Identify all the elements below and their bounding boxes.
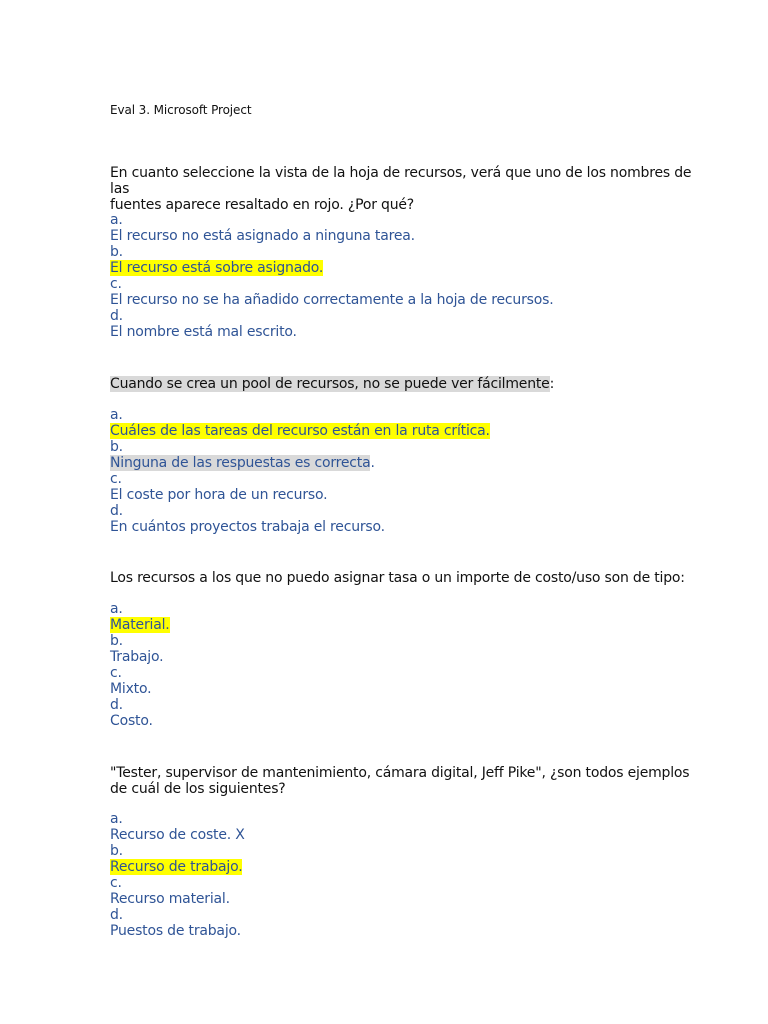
question-4-line-1: "Tester, supervisor de mantenimiento, cámara digital, Jeff Pike", ¿son todos ejemplos (110, 765, 690, 781)
question-3 (110, 570, 710, 586)
option-text-highlighted: Material. (110, 617, 170, 633)
option-letter: c. (110, 875, 122, 891)
option-text: En cuántos proyectos trabaja el recurso. (110, 519, 385, 535)
question-3-text: Los recursos a los que no puedo asignar tasa o un importe de costo/uso son de tipo: (110, 570, 685, 586)
option-text: Costo. (110, 713, 153, 729)
option-letter: a. (110, 212, 123, 228)
option-letter: a. (110, 811, 123, 827)
option-letter: d. (110, 907, 123, 923)
option-text: El coste por hora de un recurso. (110, 487, 328, 503)
option-letter: a. (110, 407, 123, 423)
option-letter: b. (110, 843, 123, 859)
question-4-options (110, 811, 710, 939)
option-text: Trabajo. (110, 649, 164, 665)
option-letter: b. (110, 439, 123, 455)
option-text-marked: Ninguna de las respuestas es correcta (110, 455, 371, 471)
option-letter: d. (110, 503, 123, 519)
question-2 (110, 376, 710, 392)
document-title: Eval 3. Microsoft Project (110, 103, 252, 117)
option-text-highlighted: Recurso de trabajo. (110, 859, 243, 875)
question-3-options (110, 601, 710, 729)
question-1-options (110, 212, 710, 340)
question-2-text-tail: : (549, 376, 555, 392)
option-text-highlighted: El recurso está sobre asignado. (110, 260, 324, 276)
question-1-text (110, 165, 710, 213)
option-text: Puestos de trabajo. (110, 923, 241, 939)
question-2-options (110, 407, 710, 535)
question-4-line-2: de cuál de los siguientes? (110, 781, 286, 797)
option-text: Recurso de coste. X (110, 827, 245, 843)
question-2-text: Cuando se crea un pool de recursos, no se puede ver fácilmente (110, 376, 550, 392)
option-letter: d. (110, 697, 123, 713)
option-letter: d. (110, 308, 123, 324)
option-letter: c. (110, 471, 122, 487)
option-letter: b. (110, 244, 123, 260)
option-letter: a. (110, 601, 123, 617)
option-text: Recurso material. (110, 891, 230, 907)
option-text: El nombre está mal escrito. (110, 324, 297, 340)
option-letter: b. (110, 633, 123, 649)
question-1-line-2: fuentes aparece resaltado en rojo. ¿Por qué? (110, 197, 415, 213)
option-text-tail: . (370, 455, 375, 471)
question-1-line-1: En cuanto seleccione la vista de la hoja de recursos, verá que uno de los nombres de las (110, 165, 692, 197)
option-text: El recurso no se ha añadido correctamente a la hoja de recursos. (110, 292, 554, 308)
option-text-highlighted: Cuáles de las tareas del recurso están en la ruta crítica. (110, 423, 490, 439)
option-text: El recurso no está asignado a ninguna tarea. (110, 228, 415, 244)
question-1 (110, 165, 710, 213)
question-4 (110, 765, 710, 797)
option-letter: c. (110, 665, 122, 681)
option-text: Mixto. (110, 681, 152, 697)
option-letter: c. (110, 276, 122, 292)
